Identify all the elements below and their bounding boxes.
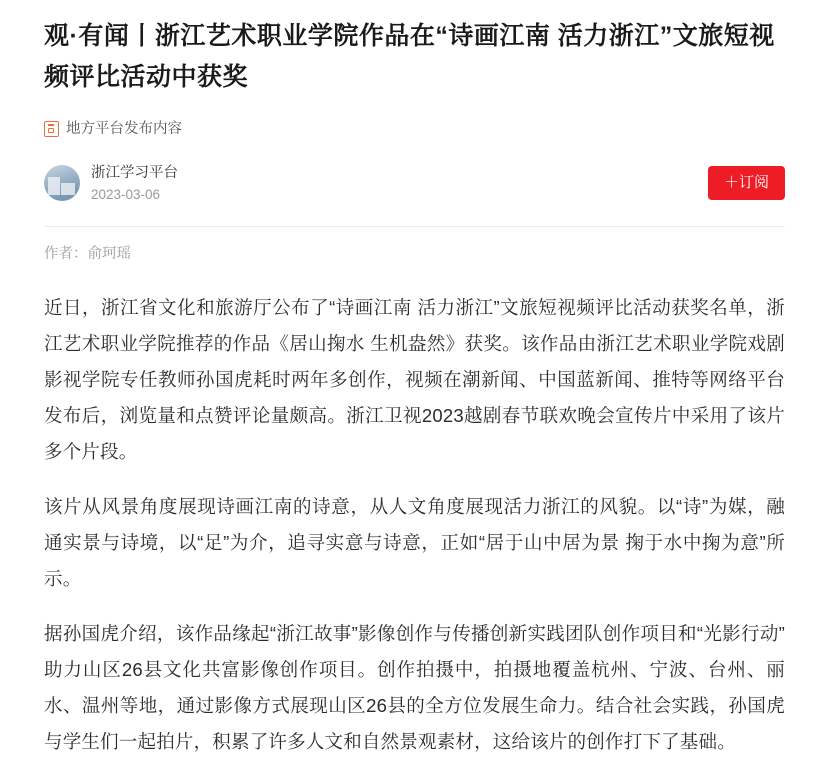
subscribe-button[interactable]: ＋订阅 bbox=[708, 166, 785, 200]
article-body bbox=[44, 290, 785, 760]
source-meta bbox=[91, 163, 178, 204]
platform-tag bbox=[44, 120, 785, 138]
page-title: 观·有闻丨浙江艺术职业学院作品在“诗画江南 活力浙江”文旅短视频评比活动中获奖 bbox=[44, 22, 775, 91]
publish-date: 2023-03-06 bbox=[91, 186, 161, 202]
author-line: 作者：俞珂瑶 bbox=[44, 246, 131, 262]
platform-tag-label: 地方平台发布内容 bbox=[66, 121, 182, 137]
article-paragraph: 据孙国虎介绍，该作品缘起“浙江故事”影像创作与传播创新实践团队创作项目和“光影行动”助力山区26县文化共富影像创作项目。创作拍摄中，拍摄地覆盖杭州、宁波、台州、丽水、温州等地，通过影像方式展现山区26县的全方位发展生命力。结合社会实践，孙国虎与学生们一起拍片，积累了许多人文和自然景观素材，这给该片的创作打下了基础。 bbox=[44, 623, 785, 752]
divider bbox=[44, 226, 785, 227]
source-name[interactable]: 浙江学习平台 bbox=[91, 164, 178, 181]
source-row bbox=[44, 161, 785, 205]
article-paragraph: 近日，浙江省文化和旅游厅公布了“诗画江南 活力浙江”文旅短视频评比活动获奖名单，浙江艺术职业学院推荐的作品《居山掬水 生机盎然》获奖。该作品由浙江艺术职业学院戏剧影视学院专任教师孙国虎耗时两年多创作，视频在潮新闻、中国蓝新闻、推特等网络平台发布后，浏览量和点赞评论量颇高。浙江卫视2023越剧春节联欢晚会宣传片中采用了该片多个片段。 bbox=[44, 297, 785, 462]
document-badge-icon bbox=[44, 121, 59, 137]
avatar[interactable] bbox=[44, 165, 80, 201]
article-paragraph: 该片从风景角度展现诗画江南的诗意，从人文角度展现活力浙江的风貌。以“诗”为媒，融通实景与诗境，以“足”为介，追寻实意与诗意，正如“居于山中居为景 掬于水中掬为意”所示。 bbox=[44, 496, 785, 589]
